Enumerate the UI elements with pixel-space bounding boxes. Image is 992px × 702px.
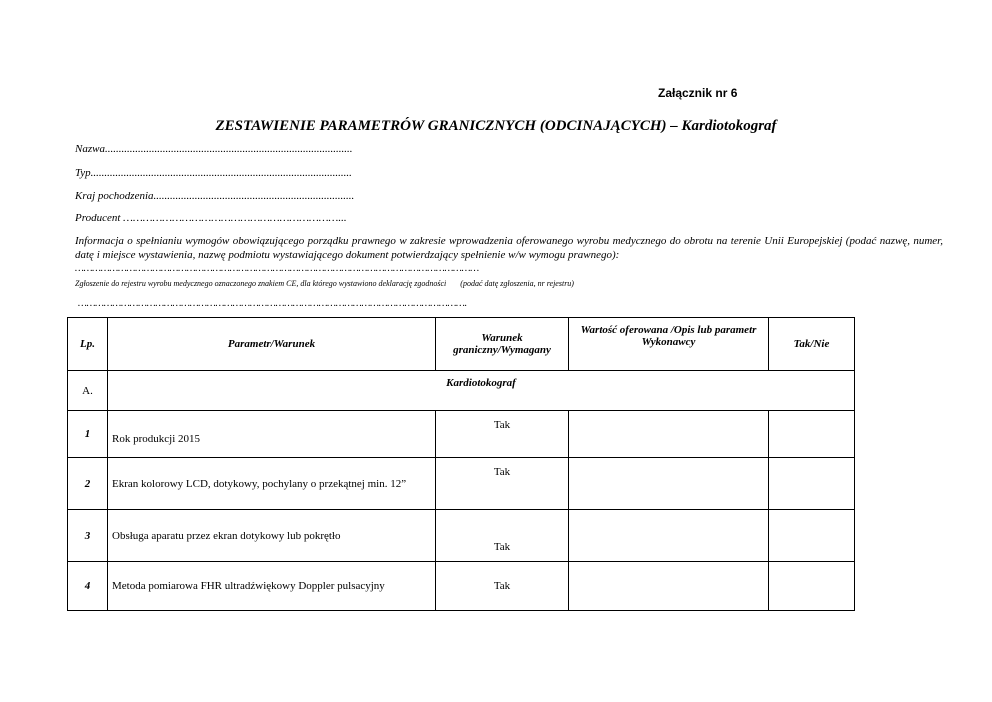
row-offered-cell[interactable] <box>569 458 769 510</box>
registration-hint: (podać datę zgłoszenia, nr rejestru) <box>460 279 574 288</box>
header-param: Parametr/Warunek <box>108 318 436 371</box>
row-param: Rok produkcji 2015 <box>108 411 436 458</box>
section-letter: A. <box>68 371 108 411</box>
row-param: Obsługa aparatu przez ekran dotykowy lub pokrętło <box>108 510 436 562</box>
row-required: Tak <box>436 562 569 611</box>
row-param: Ekran kolorowy LCD, dotykowy, pochylany o przekątnej min. 12” <box>108 458 436 510</box>
table-row <box>68 510 855 562</box>
row-required: Tak <box>436 510 569 562</box>
parameters-table <box>67 317 855 611</box>
registration-note <box>75 279 574 288</box>
header-offered: Wartość oferowana /Opis lub parametr Wykonawcy <box>569 318 769 371</box>
annex-label: Załącznik nr 6 <box>658 86 738 100</box>
row-offered-cell[interactable] <box>569 510 769 562</box>
name-field: Nazwa.......................................................................................... <box>75 143 353 155</box>
registration-note-text: Zgłoszenie do rejestru wyrobu medycznego oznaczonego znakiem CE, dla którego wystawiono deklarację zgodności <box>75 279 447 288</box>
row-offered-cell[interactable] <box>569 562 769 611</box>
header-yesno: Tak/Nie <box>769 318 855 371</box>
row-lp: 1 <box>68 411 108 458</box>
row-lp: 3 <box>68 510 108 562</box>
section-row <box>68 371 855 411</box>
header-required: Warunek graniczny/Wymagany <box>436 318 569 371</box>
row-lp: 4 <box>68 562 108 611</box>
type-field: Typ............................................................................................... <box>75 167 352 179</box>
row-yesno-cell[interactable] <box>769 510 855 562</box>
country-field: Kraj pochodzenia......................................................................... <box>75 190 355 202</box>
table-row <box>68 411 855 458</box>
row-offered-cell[interactable] <box>569 411 769 458</box>
table-row <box>68 562 855 611</box>
row-yesno-cell[interactable] <box>769 411 855 458</box>
header-lp: Lp. <box>68 318 108 371</box>
table-row <box>68 458 855 510</box>
compliance-dots: …………………………………………………………………………………………………………………………… <box>75 263 479 274</box>
header-row <box>68 318 855 371</box>
compliance-info: Informacja o spełnianiu wymogów obowiązującego porządku prawnego w zakresie wprowadzenia oferowanego wyrobu medycznego do obrotu na terenie Unii Europejskiej (podać nazwę, numer, datę i miejsce wystawienia, nazwę podmiotu wystawiającego dokument potwierdzający spełnienie w/w wymogu prawnego): <box>75 235 943 261</box>
row-required: Tak <box>436 411 569 458</box>
row-yesno-cell[interactable] <box>769 562 855 611</box>
row-lp: 2 <box>68 458 108 510</box>
row-yesno-cell[interactable] <box>769 458 855 510</box>
registration-dots: ………………………………………………………………………………………………………………………. <box>78 298 467 309</box>
producer-field: Producent …………………………………………………………... <box>75 212 347 224</box>
document-title: ZESTAWIENIE PARAMETRÓW GRANICZNYCH (ODCINAJĄCYCH) – Kardiotokograf <box>215 118 777 134</box>
row-param: Metoda pomiarowa FHR ultradźwiękowy Doppler pulsacyjny <box>108 562 436 611</box>
section-title: Kardiotokograf <box>108 371 855 411</box>
row-required: Tak <box>436 458 569 510</box>
